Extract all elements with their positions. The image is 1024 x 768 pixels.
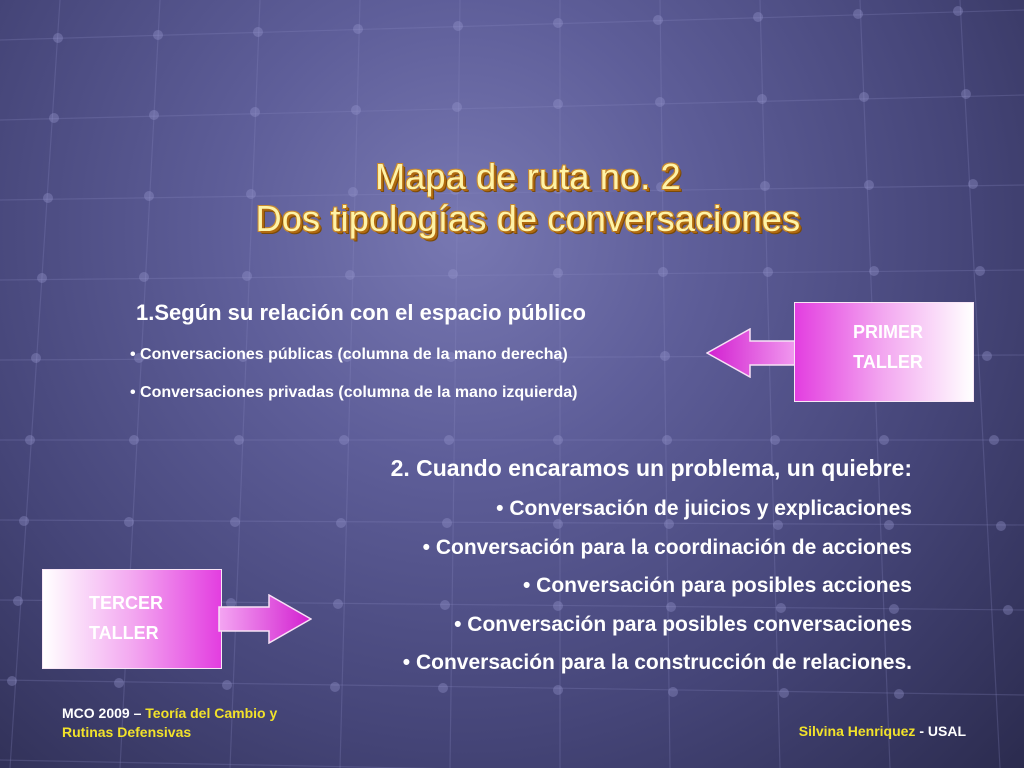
- right-arrow-icon: [218, 594, 312, 644]
- section-2-heading: 2. Cuando encaramos un problema, un quiebre:: [390, 455, 912, 481]
- left-arrow-icon: [706, 328, 806, 378]
- footer-author: [799, 723, 966, 739]
- section-2-item: • Conversación de juicios y explicaciones: [496, 497, 912, 520]
- footer-author-name: Silvina Henriquez: [798, 723, 916, 739]
- section-2: [391, 452, 912, 683]
- footer-institution: - USAL: [915, 723, 966, 739]
- section-2-item: • Conversación para posibles acciones: [522, 574, 912, 597]
- section-2-item: • Conversación para la coordinación de acciones: [422, 535, 912, 559]
- footer-course-info: [62, 704, 277, 742]
- callout-label: TALLER: [853, 352, 923, 372]
- callout-label: PRIMER: [852, 322, 923, 342]
- callout-label: TERCER: [89, 593, 164, 613]
- primer-taller-box: [794, 302, 974, 402]
- footer-course-title: Teoría del Cambio y: [145, 705, 278, 721]
- slide-title-line-1: Mapa de ruta no. 2: [375, 156, 681, 198]
- section-1-item: • Conversaciones privadas (columna de la mano izquierda): [130, 384, 578, 401]
- footer-course-code: MCO 2009 –: [62, 705, 146, 721]
- section-2-item: • Conversación para posibles conversaciones: [454, 612, 912, 636]
- primer-taller-callout: [706, 302, 974, 402]
- section-1-item: • Conversaciones públicas (columna de la mano derecha): [130, 346, 568, 363]
- section-1-heading: 1.Según su relación con el espacio público: [136, 300, 586, 325]
- section-2-item: • Conversación para la construcción de relaciones.: [402, 651, 912, 674]
- callout-label: TALLER: [89, 623, 159, 643]
- slide-title: [0, 156, 1024, 240]
- slide-title-line-2: Dos tipologías de conversaciones: [255, 198, 801, 240]
- footer-course-title-2: Rutinas Defensivas: [62, 724, 192, 740]
- tercer-taller-box: [42, 569, 222, 669]
- tercer-taller-callout: [42, 569, 312, 669]
